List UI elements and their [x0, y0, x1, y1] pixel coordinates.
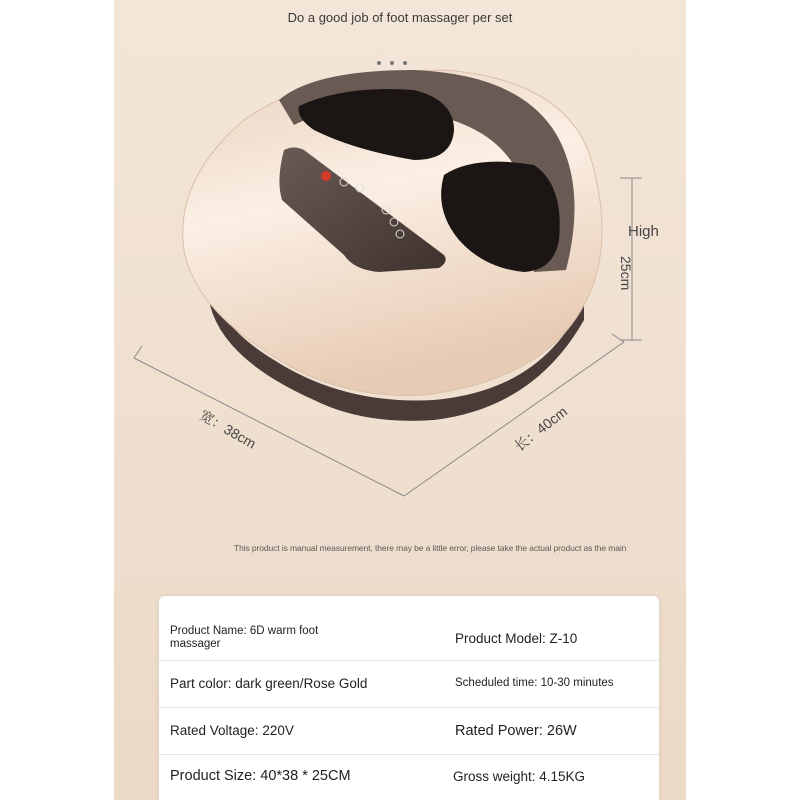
- page-title: Do a good job of foot massager per set: [287, 10, 513, 25]
- product-size: Product Size: 40*38 * 25CM: [170, 768, 351, 784]
- product-name: Product Name: 6D warm foot massager: [170, 625, 319, 650]
- rated-power: Rated Power: 26W: [455, 722, 577, 739]
- spec-row: [159, 616, 659, 661]
- scheduled-time: Scheduled time: 10-30 minutes: [455, 677, 614, 689]
- product-image-panel: [114, 0, 686, 800]
- measurement-note: This product is manual measurement, there may be a little error, please take the actual product as the main: [234, 543, 627, 553]
- height-label: High: [628, 223, 659, 240]
- product-model: Product Model: Z-10: [455, 630, 578, 646]
- foot-massager-illustration: [114, 0, 686, 560]
- length-dimension: 长：40cm: [511, 403, 571, 455]
- spec-row: [159, 754, 659, 798]
- gross-weight: Gross weight: 4.15KG: [453, 768, 586, 784]
- spec-table: [159, 596, 659, 800]
- rated-voltage: Rated Voltage: 220V: [170, 723, 294, 738]
- spec-row: [159, 707, 659, 755]
- spec-row: [159, 660, 659, 708]
- width-dimension: 宽：38cm: [197, 406, 259, 452]
- part-color: Part color: dark green/Rose Gold: [170, 676, 368, 691]
- height-dimension: 25cm: [618, 256, 634, 291]
- power-button-icon: [321, 171, 331, 181]
